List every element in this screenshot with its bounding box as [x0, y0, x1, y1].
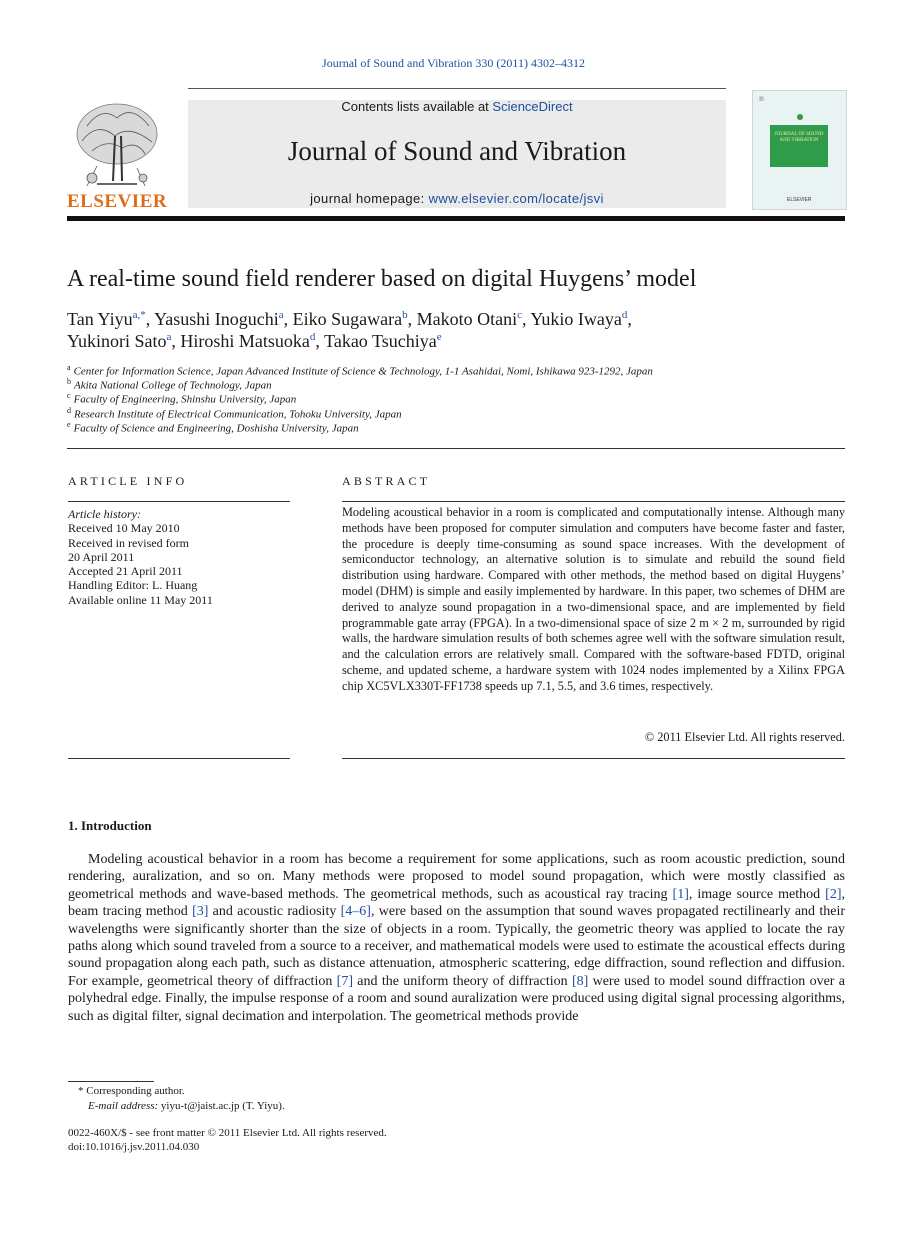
history-item: Accepted 21 April 2011: [68, 564, 183, 579]
article-info-rule: [68, 501, 290, 502]
authors-line-2: [67, 331, 442, 352]
issn-line: 0022-460X/$ - see front matter © 2011 Elsevier Ltd. All rights reserved.: [68, 1127, 387, 1139]
authors-line-1: [67, 309, 632, 330]
journal-title: Journal of Sound and Vibration: [287, 136, 627, 166]
history-item: 20 April 2011: [68, 549, 135, 564]
history-item: Handling Editor: L. Huang: [68, 578, 198, 593]
author-name[interactable]: Eiko Sugawara: [292, 309, 403, 329]
author-separator: ,: [522, 309, 531, 329]
citation-link[interactable]: [4–6]: [340, 904, 371, 920]
author-separator: ,: [171, 331, 181, 351]
sciencedirect-link[interactable]: ScienceDirect: [492, 99, 573, 114]
email-address[interactable]: yiyu-t@jaist.ac.jp (T. Yiyu).: [158, 1100, 285, 1112]
masthead-thick-rule: [67, 216, 845, 221]
author-affiliation-mark[interactable]: d: [621, 309, 628, 321]
citation-link[interactable]: [7]: [336, 973, 353, 989]
article-history: [68, 507, 213, 607]
cover-publisher: ELSEVIER: [787, 197, 812, 203]
author-separator: ,: [627, 309, 632, 329]
citation-link[interactable]: [1]: [672, 886, 689, 902]
title-divider: [67, 448, 845, 449]
author-affiliation-mark[interactable]: c: [517, 309, 522, 321]
author-affiliation-mark[interactable]: e: [436, 331, 442, 343]
article-info-bottom-rule: [68, 758, 290, 759]
affiliation-d: $^d$ Research Institute of Electrical Communication, Tohoku University, Japan: [67, 406, 402, 421]
running-head[interactable]: Journal of Sound and Vibration 330 (2011) 4302–4312: [322, 56, 585, 70]
abstract-copyright: © 2011 Elsevier Ltd. All rights reserved.: [644, 730, 845, 744]
citation-link[interactable]: [8]: [571, 973, 589, 989]
email-note: E-mail address: yiyu-t@jaist.ac.jp (T. Yiyu).: [88, 1100, 285, 1112]
corresponding-author-note: * Corresponding author.: [78, 1085, 185, 1097]
journal-cover-thumbnail[interactable]: [752, 90, 847, 210]
history-item: Received 10 May 2010: [68, 521, 180, 536]
affiliation-b: $^b$ Akita National College of Technology, Japan: [67, 377, 272, 392]
history-heading: Article history:: [68, 507, 141, 521]
author-affiliation-mark[interactable]: b: [402, 309, 408, 321]
author-affiliation-mark[interactable]: a: [278, 309, 284, 321]
introduction-paragraph: Modeling acoustical behavior in a room has become a requirement for some applications, such as room acoustic prediction, sound rendering, auralization, and so on. Many methods were proposed to model sound propagation, which were mostly classified as geometrical methods and wave-based methods. The geometrical methods, such as acoustical ray tracing [1], image source method [2], beam tracing method [3] and acoustic radiosity [4–6], were based on the assumption that sound waves propagated rectilinearly and their wavelengths were significantly shorter than the size of objects in a room. Typically, the geometric theory was applied to locate the ray paths along which sound traveled from a source to a receiver, and mathematical models were used to estimate the acoustical effects during sound propagation along each path, such as distance attenuation, atmospheric scattering, edge diffraction, sound reflection and diffusion. For example, geometrical theory of diffraction [7] and the uniform theory of diffraction [8] were used to model sound diffraction over a polyhedral edge. Finally, the impulse response of a room and sound auralization were produced using digital signal processing algorithms, such as digital filter, signal decimation and interpolation. The geometrical methods provide: [68, 852, 846, 1024]
abstract-text: Modeling acoustical behavior in a room is complicated and computationally intense. Although many methods have been proposed for computer simulation and computers have become faster and faster, the procedure is deeply time-consuming as sound space increases. With the development of semiconductor technology, an alternative solution is to simulate and rebuild the sound field distribution using hardware. Compared with other methods, the method based on digital Huygens’ model (DHM) is simple and easily implemented by hardware. In this paper, two schemes of DHM are derived to analyze sound propagation in a two-dimensional space, and are implemented by field programmable gate array (FPGA). In a two-dimensional space of size 2 m × 2 m, surrounded by rigid walls, the hardware simulation results of both schemes agree well with the software simulation result, and the calculation errors are relatively small. Compared with the software-based FDTD, original scheme, and updated scheme, a hardware system with 1024 nodes implemented by a Xilinx FPGA chip XC5VLX330T-FF1738 speeds up 7.1, 5.5, and 3.6 times, respectively.: [342, 505, 845, 693]
publisher-name: ELSEVIER: [67, 191, 168, 212]
author-separator: ,: [407, 309, 417, 329]
cover-corner-mark: ▥: [759, 96, 764, 102]
contents-line: [188, 99, 726, 114]
author-separator: ,: [145, 309, 155, 329]
abstract-heading: ABSTRACT: [342, 474, 431, 488]
affiliation-c: $^c$ Faculty of Engineering, Shinshu University, Japan: [67, 391, 297, 406]
cover-title-block: JOURNAL OF SOUND AND VIBRATION: [770, 125, 828, 167]
author-affiliation-mark[interactable]: a,*: [132, 309, 146, 321]
author-name[interactable]: Makoto Otani: [416, 309, 518, 329]
citation-link[interactable]: [2]: [825, 886, 842, 902]
section-heading-introduction: 1. Introduction: [68, 818, 152, 833]
author-separator: ,: [315, 331, 325, 351]
doi-line[interactable]: doi:10.1016/j.jsv.2011.04.030: [68, 1141, 200, 1153]
author-name[interactable]: Takao Tsuchiya: [324, 331, 437, 351]
homepage-prefix: journal homepage:: [310, 191, 429, 206]
affiliation-a: $^a$ Center for Information Science, Japan Advanced Institute of Science & Technology, 1-1 Asahidai, Nomi, Ishikawa 923-1292, Japan: [67, 363, 653, 378]
history-item: Available online 11 May 2011: [68, 592, 213, 607]
author-name[interactable]: Tan Yiyu: [67, 309, 133, 329]
article-info-heading: ARTICLE INFO: [68, 474, 188, 488]
masthead-rule: [188, 88, 726, 89]
author-name[interactable]: Yasushi Inoguchi: [154, 309, 279, 329]
citation-link[interactable]: [3]: [192, 904, 209, 920]
abstract-rule: [342, 501, 845, 502]
cover-emblem: [797, 114, 803, 120]
author-separator: ,: [283, 309, 293, 329]
author-affiliation-mark[interactable]: d: [309, 331, 316, 343]
homepage-line: [188, 191, 726, 206]
history-item: Received in revised form: [68, 535, 189, 550]
article-title: A real-time sound field renderer based on digital Huygens’ model: [67, 266, 697, 292]
author-affiliation-mark[interactable]: a: [166, 331, 172, 343]
abstract-bottom-rule: [342, 758, 845, 759]
contents-prefix: Contents lists available at: [341, 99, 493, 114]
footnote-rule: [68, 1081, 154, 1082]
author-name[interactable]: Yukio Iwaya: [530, 309, 622, 329]
author-name[interactable]: Yukinori Sato: [67, 331, 167, 351]
author-name[interactable]: Hiroshi Matsuoka: [180, 331, 310, 351]
homepage-link[interactable]: www.elsevier.com/locate/jsvi: [428, 191, 604, 206]
affiliation-e: $^e$ Faculty of Science and Engineering, Doshisha University, Japan: [67, 420, 359, 435]
